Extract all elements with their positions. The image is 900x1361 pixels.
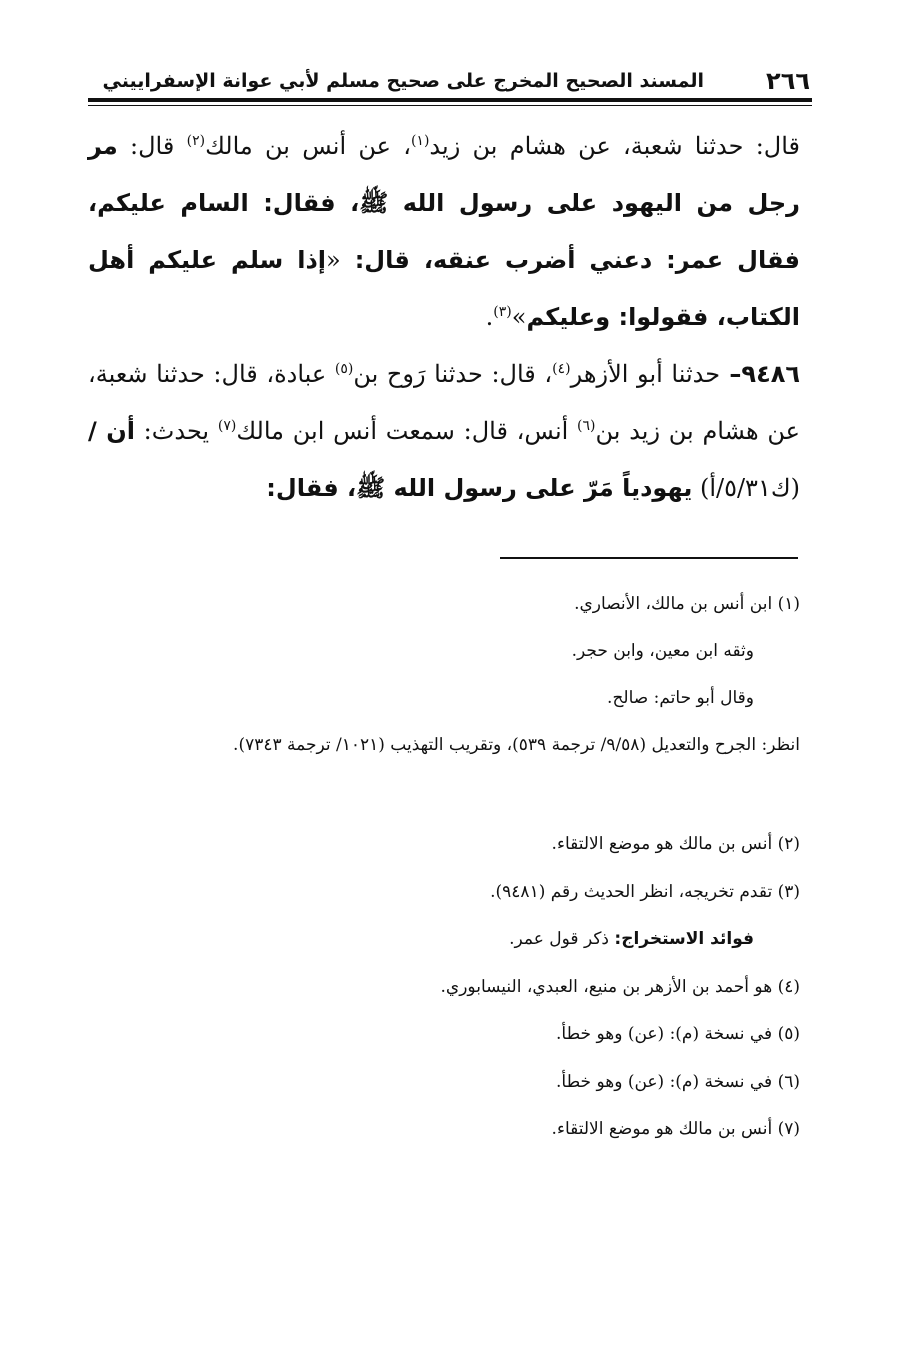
footnote-ref: (٣) [493,304,512,320]
footnote-ref: (٤) [552,361,571,377]
footnote-1-line: وثقه ابن معين، وابن حجر. [571,641,754,661]
footnote-2: (٢) أنس بن مالك هو موضع الالتقاء. [551,834,800,854]
main-text [88,118,800,517]
footnote-6: (٦) في نسخة (م): (عن) وهو خطأ. [556,1072,800,1092]
footnote-3-line: فوائد الاستخراج: ذكر قول عمر. [509,929,754,949]
footnote-1-line: وقال أبو حاتم: صالح. [607,688,754,708]
paragraph-1: قال: حدثنا شعبة، عن هشام بن زيد$^{(١)}$، عن أنس بن مالك$^{(٢)}$ قال: مر رجل من اليهود على رسول الله ﷺ، فقال: السام عليكم، فقال عمر: دعني أضرب عنقه، قال: «إذا سلم عليكم أهل الكتاب، فقولوا: وعليكم»$^{(٣)}$. [88,132,801,331]
footnote-separator [500,557,798,559]
footnote-7: (٧) أنس بن مالك هو موضع الالتقاء. [551,1119,800,1139]
hadith-quote: إذا سلم عليكم أهل الكتاب، فقولوا: وعليكم [88,246,800,331]
hadith-matn: يهودياً مَرّ على رسول الله ﷺ، فقال: [266,474,693,502]
hadith-number: ٩٤٨٦ [741,360,801,388]
footnote-ref: (٧) [217,418,237,434]
footnote-5: (٥) في نسخة (م): (عن) وهو خطأ. [556,1024,800,1044]
footnote-3: (٣) تقدم تخريجه، انظر الحديث رقم (٩٤٨١). [490,882,800,902]
footnote-4: (٤) هو أحمد بن الأزهر بن منيع، العبدي، النيسابوري. [440,977,800,997]
footnote-ref: (٦) [577,418,596,434]
running-title: المسند الصحيح المخرج على صحيح مسلم لأبي عوانة الإسفراييني [102,70,704,92]
header-rule-thick [88,98,812,102]
page-number: ٢٦٦ [766,67,810,95]
manuscript-ref: (ك٥/٣١/أ) [692,474,800,502]
footnote-ref: (٥) [334,361,354,377]
footnote-ref: (٢) [186,133,206,149]
footnote-ref: (١) [410,133,430,149]
footnote-1: (١) ابن أنس بن مالك، الأنصاري. [574,594,800,614]
footnote-label: فوائد الاستخراج: [614,929,754,949]
footnote-1-line: انظر: الجرح والتعديل (٩/٥٨/ ترجمة ٥٣٩)، وتقريب التهذيب (١٠٢١/ ترجمة ٧٣٤٣). [233,735,800,755]
header-rule-thin [88,105,812,106]
page-header [88,66,812,96]
paragraph-2: ٩٤٨٦– حدثنا أبو الأزهر$^{(٤)}$، قال: حدثنا رَوح بن$^{(٥)}$ عبادة، قال: حدثنا شعبة، عن هشام بن زيد بن$^{(٦)}$ أنس، قال: سمعت أنس ابن مالك$^{(٧)}$ يحدث: أن / (ك٥/٣١/أ) يهودياً مَرّ على رسول الله ﷺ، فقال: [88,360,801,502]
hadith-matn: مر رجل من اليهود على رسول الله ﷺ، فقال: السام عليكم، فقال عمر: دعني أضرب عنقه، قال: [88,132,801,274]
